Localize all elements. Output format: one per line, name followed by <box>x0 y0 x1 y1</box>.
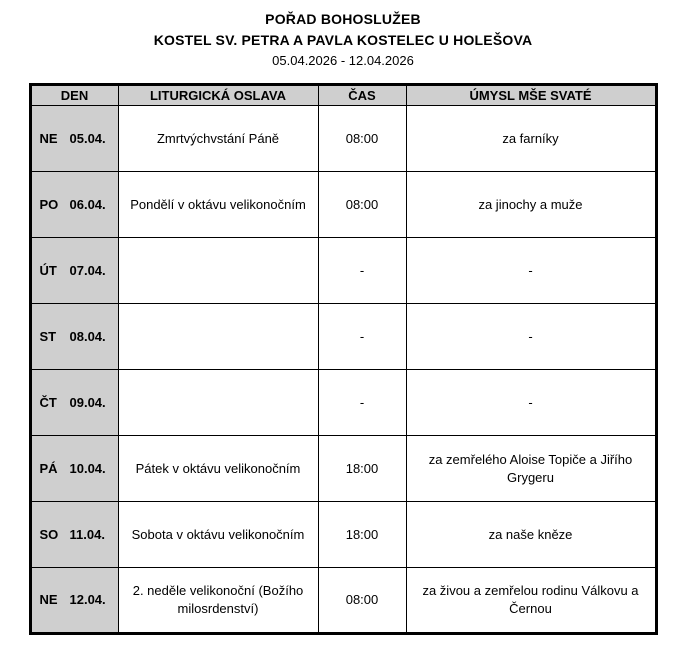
day-abbreviation: ČT <box>39 394 57 410</box>
intention-cell: - <box>406 304 656 370</box>
table-row <box>30 304 656 370</box>
column-header-umysl: ÚMYSL MŠE SVATÉ <box>406 85 656 106</box>
schedule-table <box>29 83 658 635</box>
day-date: 05.04. <box>69 130 106 146</box>
day-abbreviation: ÚT <box>39 262 57 278</box>
intention-cell: za jinochy a muže <box>406 172 656 238</box>
celebration-cell <box>118 238 318 304</box>
table-row <box>30 238 656 304</box>
day-abbreviation: ST <box>39 328 57 344</box>
day-date: 06.04. <box>69 196 106 212</box>
table-row <box>30 436 656 502</box>
day-cell <box>30 370 118 436</box>
day-date: 10.04. <box>69 460 106 476</box>
column-header-liturgicka-oslava: LITURGICKÁ OSLAVA <box>118 85 318 106</box>
day-abbreviation: SO <box>39 526 59 542</box>
intention-cell: za farníky <box>406 106 656 172</box>
day-cell <box>30 436 118 502</box>
table-header-row <box>30 85 656 106</box>
celebration-cell <box>118 304 318 370</box>
day-abbreviation: PÁ <box>39 460 58 476</box>
date-range: 05.04.2026 - 12.04.2026 <box>272 53 414 68</box>
intention-cell: za naše kněze <box>406 502 656 568</box>
celebration-cell: 2. neděle velikonoční (Božího milosrdenství) <box>118 568 318 634</box>
time-cell: - <box>318 370 406 436</box>
celebration-cell: Pátek v oktávu velikonočním <box>118 436 318 502</box>
table-row <box>30 106 656 172</box>
column-header-den: DEN <box>30 85 118 106</box>
church-name: KOSTEL SV. PETRA A PAVLA KOSTELEC U HOLEŠOVA <box>153 32 533 48</box>
document-header <box>0 0 686 68</box>
celebration-cell: Pondělí v oktávu velikonočním <box>118 172 318 238</box>
table-row <box>30 502 656 568</box>
day-abbreviation: NE <box>39 592 58 608</box>
day-cell <box>30 568 118 634</box>
intention-cell: za živou a zemřelou rodinu Válkovu a Černou <box>406 568 656 634</box>
time-cell: 08:00 <box>318 106 406 172</box>
day-abbreviation: NE <box>39 130 58 146</box>
table-row <box>30 568 656 634</box>
intention-cell: - <box>406 238 656 304</box>
day-cell <box>30 172 118 238</box>
time-cell: 18:00 <box>318 436 406 502</box>
day-date: 11.04. <box>69 526 105 542</box>
celebration-cell: Zmrtvýchvstání Páně <box>118 106 318 172</box>
table-row <box>30 172 656 238</box>
day-cell <box>30 106 118 172</box>
day-date: 09.04. <box>69 394 106 410</box>
day-cell <box>30 502 118 568</box>
document-title: POŘAD BOHOSLUŽEB <box>265 11 421 27</box>
time-cell: 08:00 <box>318 172 406 238</box>
day-date: 12.04. <box>69 592 106 608</box>
time-cell: 08:00 <box>318 568 406 634</box>
day-date: 07.04. <box>69 262 106 278</box>
time-cell: - <box>318 238 406 304</box>
table-row <box>30 370 656 436</box>
day-date: 08.04. <box>69 328 106 344</box>
day-cell <box>30 238 118 304</box>
celebration-cell: Sobota v oktávu velikonočním <box>118 502 318 568</box>
time-cell: - <box>318 304 406 370</box>
column-header-cas: ČAS <box>318 85 406 106</box>
day-cell <box>30 304 118 370</box>
intention-cell: - <box>406 370 656 436</box>
celebration-cell <box>118 370 318 436</box>
intention-cell: za zemřelého Aloise Topiče a Jiřího Grygeru <box>406 436 656 502</box>
day-abbreviation: PO <box>39 196 59 212</box>
time-cell: 18:00 <box>318 502 406 568</box>
